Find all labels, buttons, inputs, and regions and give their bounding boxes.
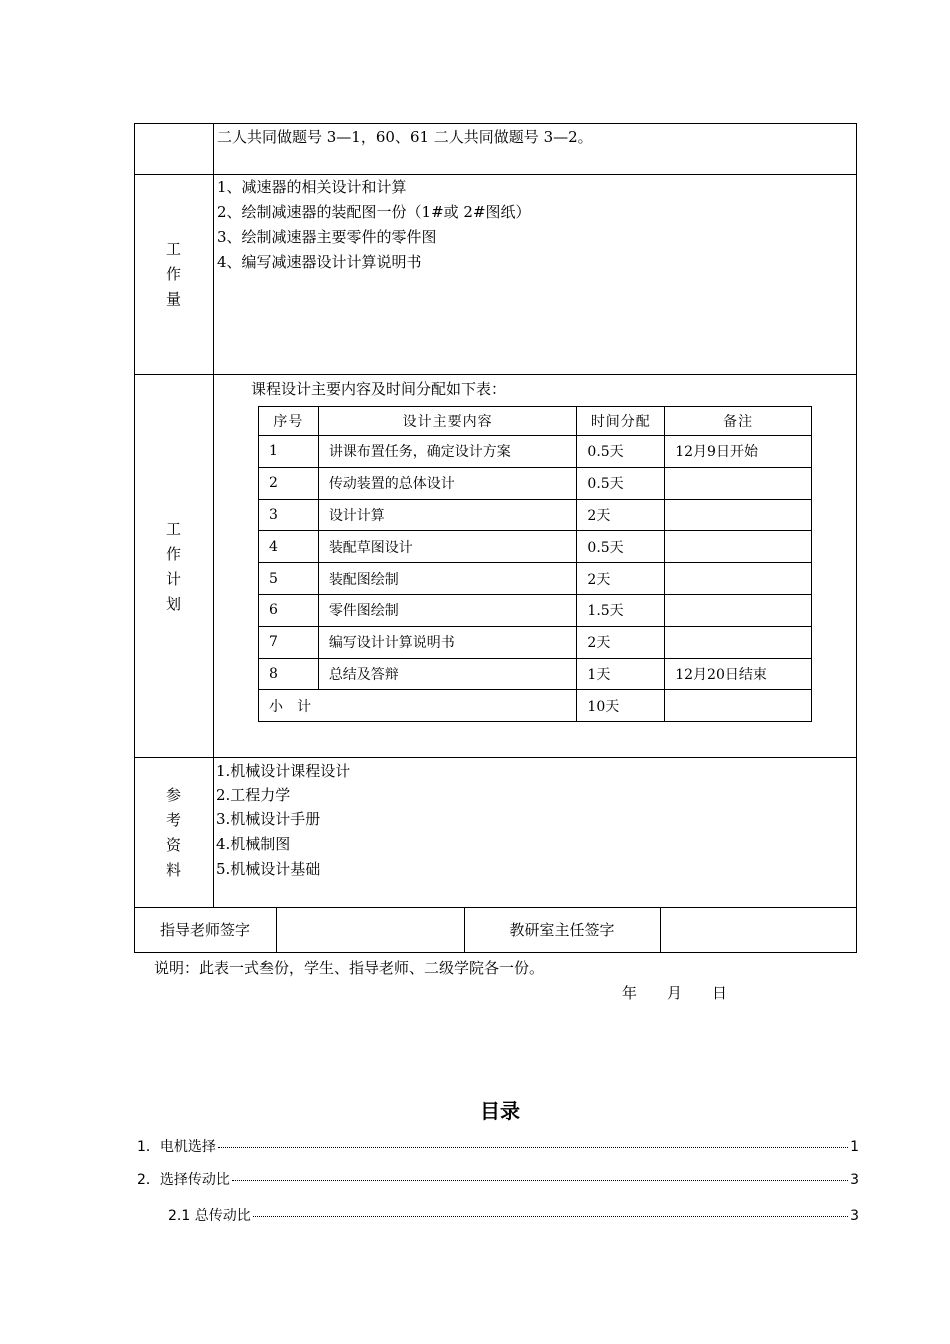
row-remark: 12月9日开始 (665, 436, 812, 468)
toc-leader-dots (253, 1216, 848, 1217)
row-number: 4 (259, 531, 319, 563)
table-row (259, 467, 812, 499)
reference-item: 3.机械设计手册 (216, 810, 321, 828)
row-duration: 0.5天 (577, 531, 665, 563)
row-remark (665, 563, 812, 595)
workload-item: 1、减速器的相关设计和计算 (217, 178, 407, 196)
row-remark: 12月20日结束 (665, 658, 812, 690)
toc-entry-page: 3 (850, 1208, 859, 1224)
row-content: 传动装置的总体设计 (318, 467, 577, 499)
workload-item: 4、编写减速器设计计算说明书 (217, 253, 422, 271)
toc-entry-label: 1．电机选择 (137, 1139, 216, 1155)
row-duration: 1.5天 (577, 594, 665, 626)
row-remark (665, 531, 812, 563)
row-content: 装配图绘制 (318, 563, 577, 595)
subtotal-label: 小 计 (259, 690, 577, 722)
row-content: 编写设计计算说明书 (318, 626, 577, 658)
table-row (259, 531, 812, 563)
toc-leader-dots (232, 1180, 848, 1181)
row-duration: 2天 (577, 626, 665, 658)
header-cell: 时间分配 (577, 407, 665, 436)
toc-entry[interactable] (137, 1169, 859, 1189)
row-divider (134, 757, 857, 758)
toc-entry-page: 1 (850, 1139, 859, 1155)
toc-entry[interactable] (168, 1205, 859, 1225)
workload-item: 3、绘制减速器主要零件的零件图 (217, 228, 437, 246)
table-row (259, 658, 812, 690)
advisor-signature-field[interactable] (277, 908, 463, 952)
row-content: 装配草图设计 (318, 531, 577, 563)
schedule-table (258, 406, 812, 722)
row-duration: 0.5天 (577, 467, 665, 499)
row-remark (665, 499, 812, 531)
row-content: 总结及答辩 (318, 658, 577, 690)
table-row (259, 499, 812, 531)
director-signature-label: 教研室主任签字 (509, 921, 615, 939)
row-divider (134, 374, 857, 375)
reference-item: 4.机械制图 (216, 835, 291, 853)
row-number: 2 (259, 467, 319, 499)
table-row (259, 594, 812, 626)
toc-leader-dots (218, 1147, 848, 1148)
label-column-divider (213, 123, 214, 908)
row-number: 3 (259, 499, 319, 531)
header-cell: 备注 (665, 407, 812, 436)
row-content: 零件图绘制 (318, 594, 577, 626)
toc-entry[interactable] (137, 1136, 859, 1156)
subtotal-value: 10天 (577, 690, 665, 722)
row-number: 6 (259, 594, 319, 626)
toc-entry-page: 3 (850, 1172, 859, 1188)
plan-intro: 课程设计主要内容及时间分配如下表： (251, 380, 507, 398)
workload-item: 2、绘制减速器的装配图一份（1#或 2#图纸） (217, 203, 531, 221)
table-row (259, 626, 812, 658)
row-content: 讲课布置任务，确定设计方案 (318, 436, 577, 468)
row-number: 1 (259, 436, 319, 468)
header-cell: 序号 (259, 407, 319, 436)
subtotal-row (259, 690, 812, 722)
director-signature-field[interactable] (661, 908, 856, 952)
form-note: 说明：此表一式叁份，学生、指导老师、二级学院各一份。 (154, 959, 545, 977)
row-content: 设计计算 (318, 499, 577, 531)
schedule-header-row (259, 407, 812, 436)
row-duration: 1天 (577, 658, 665, 690)
row-number: 8 (259, 658, 319, 690)
date-line: 年 月 日 (622, 984, 728, 1002)
toc-entry-label: 2.1 总传动比 (168, 1208, 251, 1224)
plan-label: 工 作 计 划 (165, 520, 181, 613)
advisor-signature-label: 指导老师签字 (159, 921, 250, 939)
workload-label: 工 作 量 (165, 240, 181, 308)
row-remark (665, 594, 812, 626)
toc-title: 目录 (480, 1099, 520, 1123)
reference-item: 2.工程力学 (216, 786, 291, 804)
references-label: 参 考 资 料 (165, 786, 181, 879)
table-row (259, 563, 812, 595)
row-duration: 2天 (577, 563, 665, 595)
row-remark (665, 467, 812, 499)
table-row (259, 436, 812, 468)
topic-text: 二人共同做题号 3—1，60、61 二人共同做题号 3—2。 (217, 128, 593, 146)
row-duration: 2天 (577, 499, 665, 531)
header-cell: 设计主要内容 (318, 407, 577, 436)
row-number: 7 (259, 626, 319, 658)
subtotal-remark (665, 690, 812, 722)
row-number: 5 (259, 563, 319, 595)
toc-entry-label: 2．选择传动比 (137, 1172, 230, 1188)
reference-item: 1.机械设计课程设计 (216, 762, 351, 780)
row-divider (134, 174, 857, 175)
row-duration: 0.5天 (577, 436, 665, 468)
reference-item: 5.机械设计基础 (216, 860, 321, 878)
row-remark (665, 626, 812, 658)
